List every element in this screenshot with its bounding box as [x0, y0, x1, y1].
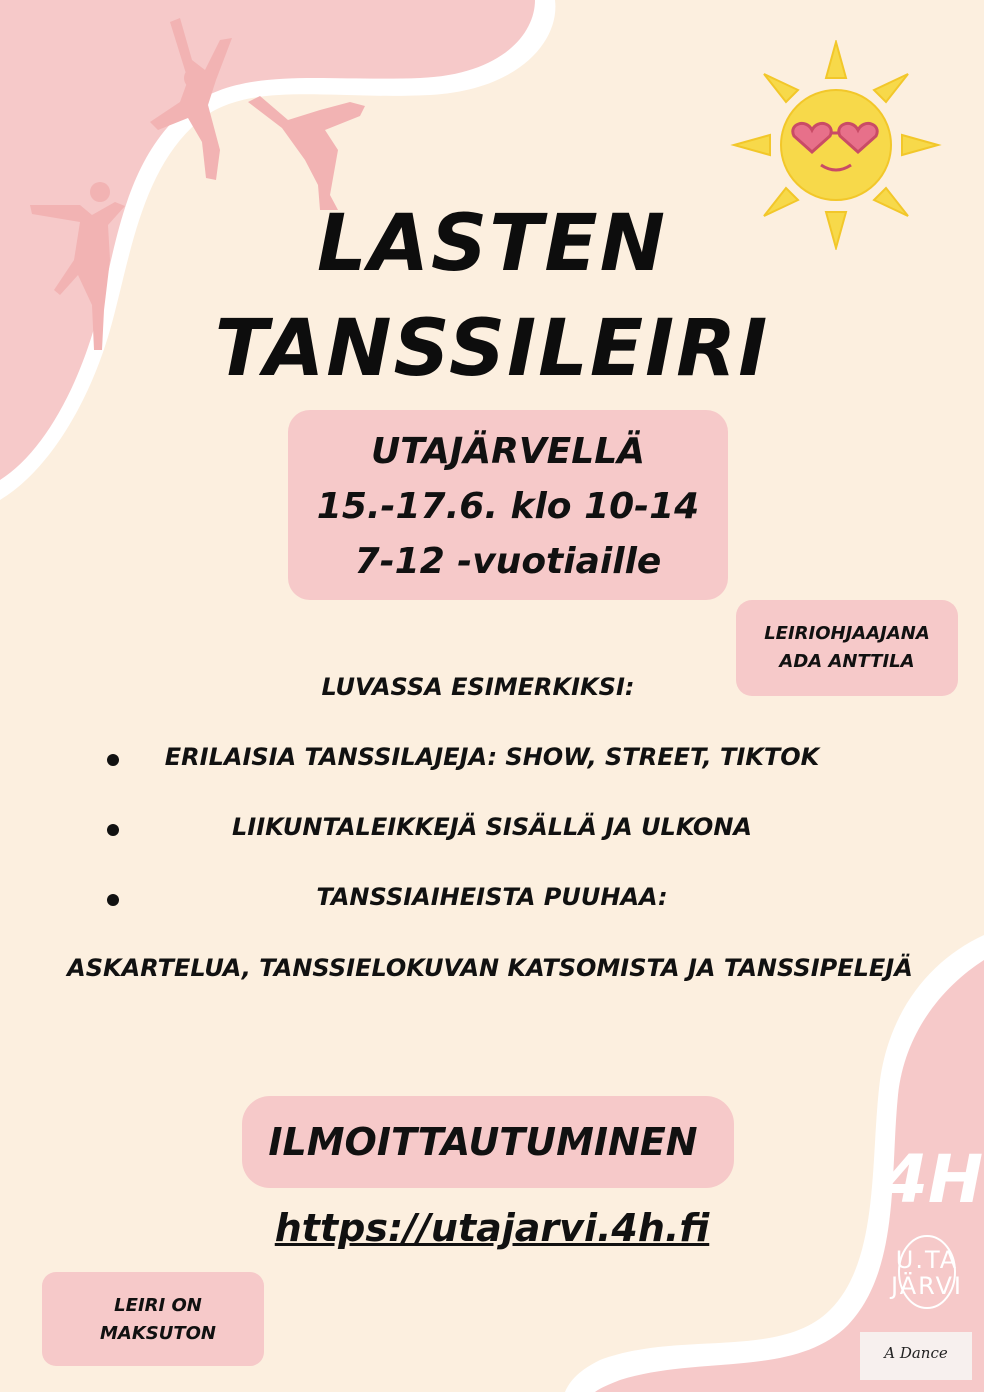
free-note-line-2: MAKSUTON: [99, 1323, 216, 1344]
fourh-logo: 4H: [882, 1141, 984, 1218]
title-line-2: TANSSILEIRI: [214, 304, 770, 394]
registration-label: ILMOITTAUTUMINEN: [268, 1120, 698, 1164]
title-line-1: LASTEN: [316, 199, 667, 289]
utajarvi-logo-text-2: JÄRVI: [891, 1272, 963, 1300]
dates-text: 15.-17.6. klo 10-14: [316, 486, 700, 527]
free-note-line-1: LEIRI ON: [114, 1295, 202, 1316]
agenda-item: ERILAISIA TANSSILAJEJA: SHOW, STREET, TIKTOK: [164, 743, 820, 771]
agenda-item: LIIKUNTALEIKKEJÄ SISÄLLÄ JA ULKONA: [232, 813, 752, 841]
leader-line-1: LEIRIOHJAAJANA: [764, 623, 930, 644]
utajarvi-logo-text-1: U.TA: [895, 1246, 959, 1274]
utajarvi-logo: [872, 1232, 982, 1312]
agenda-continuation: ASKARTELUA, TANSSIELOKUVAN KATSOMISTA JA TANSSIPELEJÄ: [67, 954, 913, 982]
agenda-heading: LUVASSA ESIMERKIKSI:: [321, 673, 635, 701]
location-text: UTAJÄRVELLÄ: [370, 431, 646, 472]
agenda-item: TANSSIAIHEISTA PUUHAA:: [316, 883, 668, 911]
leader-line-2: ADA ANTTILA: [779, 651, 915, 672]
dance-logo-box: [860, 1332, 972, 1380]
registration-link[interactable]: https://utajarvi.4h.fi: [274, 1206, 710, 1250]
ages-text: 7-12 -vuotiaille: [354, 541, 662, 582]
dance-logo: A Dance: [884, 1344, 948, 1362]
